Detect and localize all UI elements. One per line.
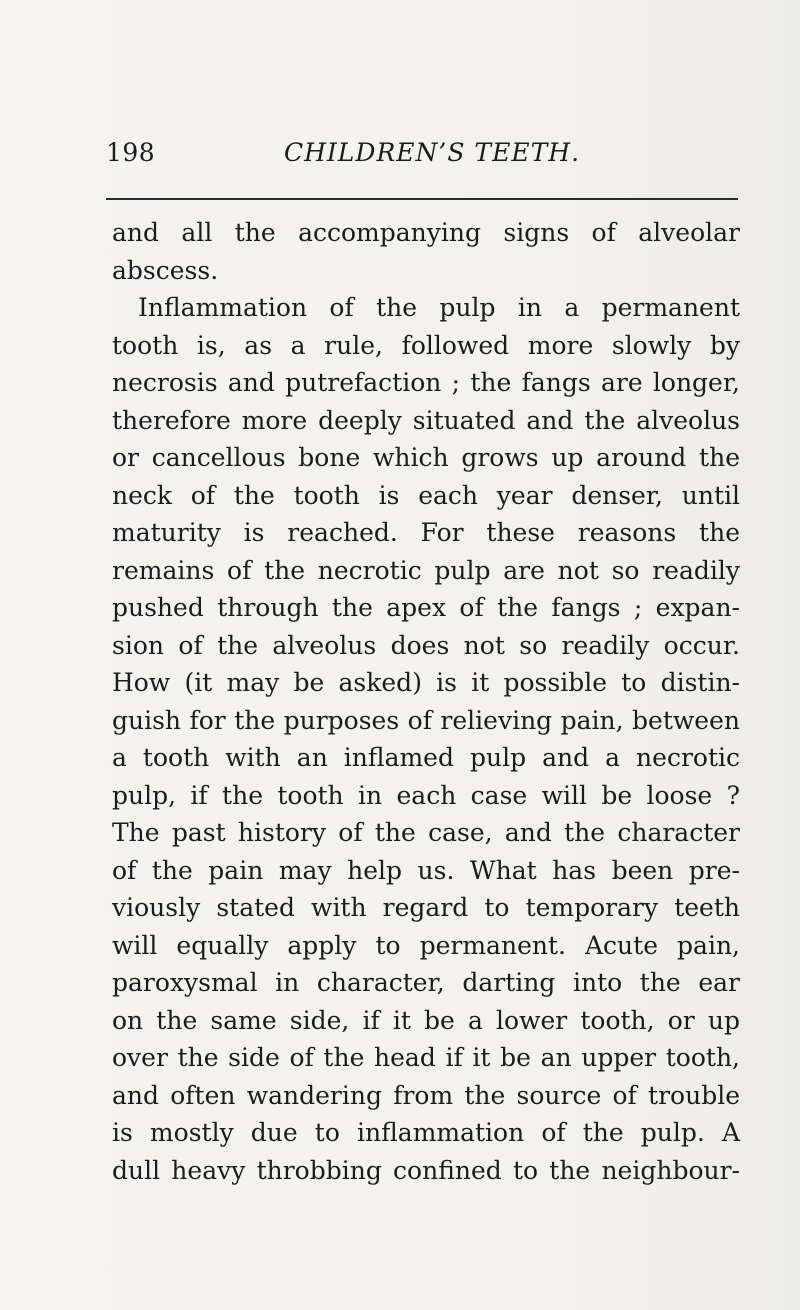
text-line: How (it may be asked) is it possible to distin-: [112, 668, 740, 697]
text-line: viously stated with regard to temporary teeth: [112, 893, 740, 922]
text-line: The past history of the case, and the character: [112, 818, 740, 847]
page-number: 198: [106, 138, 156, 167]
text-line: sion of the alveolus does not so readily occur.: [112, 630, 740, 660]
text-line: tooth is, as a rule, followed more slowly by: [112, 330, 740, 360]
text-line: of the pain may help us. What has been pre-: [112, 855, 740, 885]
text-line: paroxysmal in character, darting into the ear: [112, 968, 740, 997]
text-line: therefore more deeply situated and the alveolus: [112, 405, 740, 435]
text-line: pulp, if the tooth in each case will be loose ?: [112, 780, 740, 810]
text-line: maturity is reached. For these reasons the: [112, 518, 740, 547]
body-text: [112, 214, 740, 1189]
text-line: neck of the tooth is each year denser, until: [112, 480, 740, 510]
running-head: CHILDREN’S TEETH.: [284, 138, 581, 167]
text-line: dull heavy throbbing confined to the neighbour-: [112, 1155, 740, 1185]
text-line: necrosis and putrefaction ; the fangs are longer,: [112, 368, 740, 397]
text-line: remains of the necrotic pulp are not so readily: [112, 555, 740, 585]
text-line: guish for the purposes of relieving pain, between: [112, 705, 740, 735]
page-header: [106, 138, 746, 178]
text-line: a tooth with an inflamed pulp and a necrotic: [112, 743, 740, 772]
text-line: over the side of the head if it be an upper tooth,: [112, 1043, 740, 1072]
text-line: and often wandering from the source of trouble: [112, 1080, 740, 1110]
text-line: on the same side, if it be a lower tooth, or up: [112, 1005, 740, 1035]
header-rule: [106, 198, 738, 200]
text-line: is mostly due to inflammation of the pulp. A: [112, 1118, 740, 1147]
text-line: pushed through the apex of the fangs ; expan-: [112, 593, 740, 622]
text-line: Inflammation of the pulp in a permanent: [138, 293, 740, 322]
text-line: and all the accompanying signs of alveolar: [112, 218, 740, 247]
text-line: will equally apply to permanent. Acute pain,: [112, 930, 740, 960]
text-line: abscess.: [112, 255, 219, 285]
text-line: or cancellous bone which grows up around the: [112, 443, 740, 472]
